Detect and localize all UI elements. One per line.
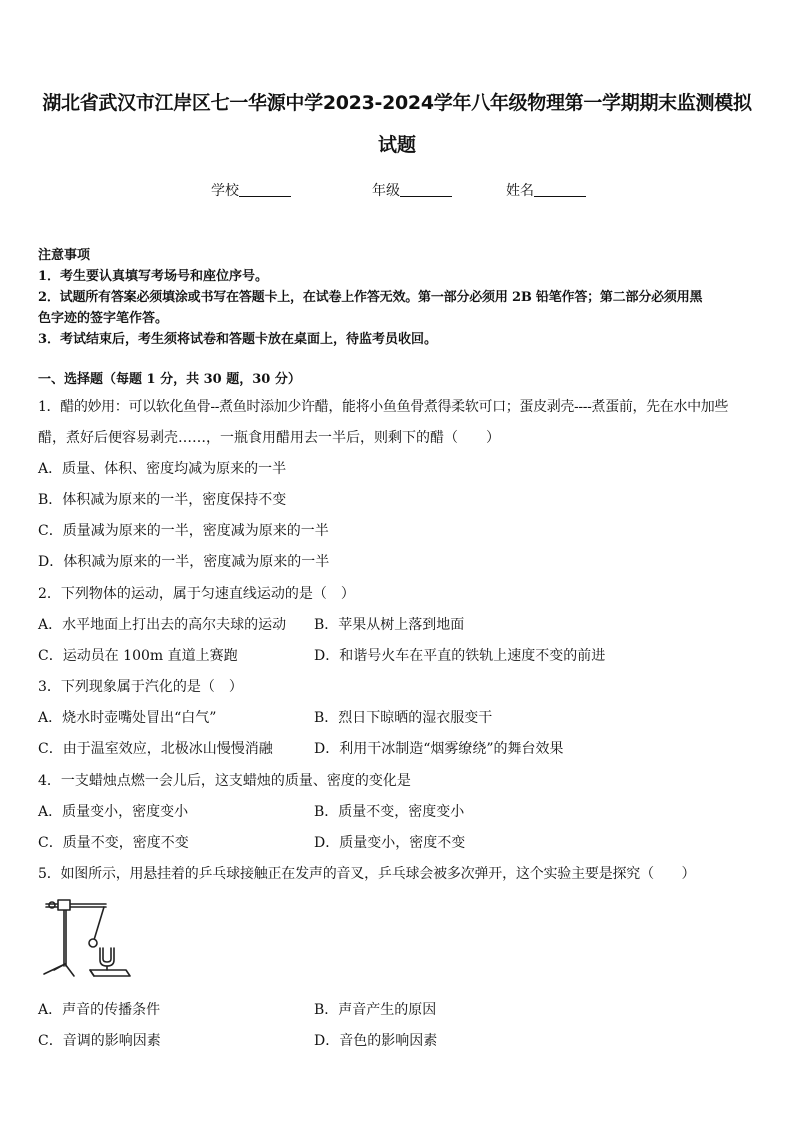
- notes-item: 1．考生要认真填写考场号和座位序号。: [38, 269, 269, 284]
- grade-label: 年级: [372, 183, 400, 199]
- school-field: [211, 180, 291, 200]
- grade-blank: [400, 182, 452, 197]
- question-5-option-b: B．声音产生的原因: [314, 1002, 437, 1018]
- name-label: 姓名: [506, 183, 534, 199]
- question-1-option-d: D．体积减为原来的一半，密度减为原来的一半: [38, 554, 330, 570]
- question-4-option-c: C．质量不变，密度不变: [38, 835, 189, 851]
- question-3-option-b: B．烈日下晾晒的湿衣服变干: [314, 710, 493, 726]
- notes-item: 色字迹的签字笔作答。: [38, 311, 169, 326]
- name-field: [506, 180, 586, 200]
- notes-heading: 注意事项: [38, 248, 91, 263]
- school-label: 学校: [211, 183, 239, 199]
- question-3-option-a: A．烧水时壶嘴处冒出“白气”: [38, 710, 217, 726]
- section-heading: 一、选择题（每题 1 分，共 30 题，30 分）: [38, 372, 301, 387]
- question-2-option-d: D．和谐号火车在平直的铁轨上速度不变的前进: [314, 648, 606, 664]
- question-1-stem: 醋，煮好后便容易剥壳……，一瓶食用醋用去一半后，则剩下的醋（ ）: [38, 430, 500, 446]
- question-4-option-d: D．质量变小，密度不变: [314, 835, 466, 851]
- question-5-option-a: A．声音的传播条件: [38, 1002, 161, 1018]
- question-5-option-c: C．音调的影响因素: [38, 1033, 161, 1049]
- question-2-option-b: B．苹果从树上落到地面: [314, 617, 465, 633]
- question-2-stem: 2．下列物体的运动，属于匀速直线运动的是（ ）: [38, 586, 355, 602]
- question-2-option-c: C．运动员在 100m 直道上赛跑: [38, 648, 238, 664]
- exam-title-line-1: 湖北省武汉市江岸区七一华源中学2023-2024学年八年级物理第一学期期末监测模拟: [42, 92, 752, 114]
- exam-title-line-2: 试题: [377, 134, 416, 156]
- question-1-option-b: B．体积减为原来的一半，密度保持不变: [38, 492, 287, 508]
- question-4-option-a: A．质量变小，密度变小: [38, 804, 189, 820]
- notes-item: 2．试题所有答案必须填涂或书写在答题卡上，在试卷上作答无效。第一部分必须用 2B 铅笔作答；第二部分必须用黑: [38, 290, 703, 305]
- question-1-stem: 1．醋的妙用：可以软化鱼骨--煮鱼时添加少许醋，能将小鱼鱼骨煮得柔软可口；蛋皮剥壳----煮蛋前，先在水中加些: [38, 399, 729, 415]
- question-4-option-b: B．质量不变，密度变小: [314, 804, 465, 820]
- question-3-stem: 3．下列现象属于汽化的是（ ）: [38, 679, 243, 695]
- question-1-option-a: A．质量、体积、密度均减为原来的一半: [38, 461, 287, 477]
- question-5-stem: 5．如图所示，用悬挂着的乒乓球接触正在发声的音叉，乒乓球会被多次弹开，这个实验主要是探究（ ）: [38, 866, 696, 882]
- tuning-fork-pingpong-figure: [40, 896, 132, 978]
- question-2-option-a: A．水平地面上打出去的高尔夫球的运动: [38, 617, 287, 633]
- question-5-option-d: D．音色的影响因素: [314, 1033, 438, 1049]
- grade-field: [372, 180, 452, 200]
- school-blank: [239, 182, 291, 197]
- question-3-option-c: C．由于温室效应，北极冰山慢慢消融: [38, 741, 273, 757]
- notes-item: 3．考试结束后，考生须将试卷和答题卡放在桌面上，待监考员收回。: [38, 332, 438, 347]
- question-4-stem: 4．一支蜡烛点燃一会儿后，这支蜡烛的质量、密度的变化是: [38, 773, 411, 789]
- name-blank: [534, 182, 586, 197]
- question-3-option-d: D．利用干冰制造“烟雾缭绕”的舞台效果: [314, 741, 564, 757]
- question-1-option-c: C．质量减为原来的一半，密度减为原来的一半: [38, 523, 329, 539]
